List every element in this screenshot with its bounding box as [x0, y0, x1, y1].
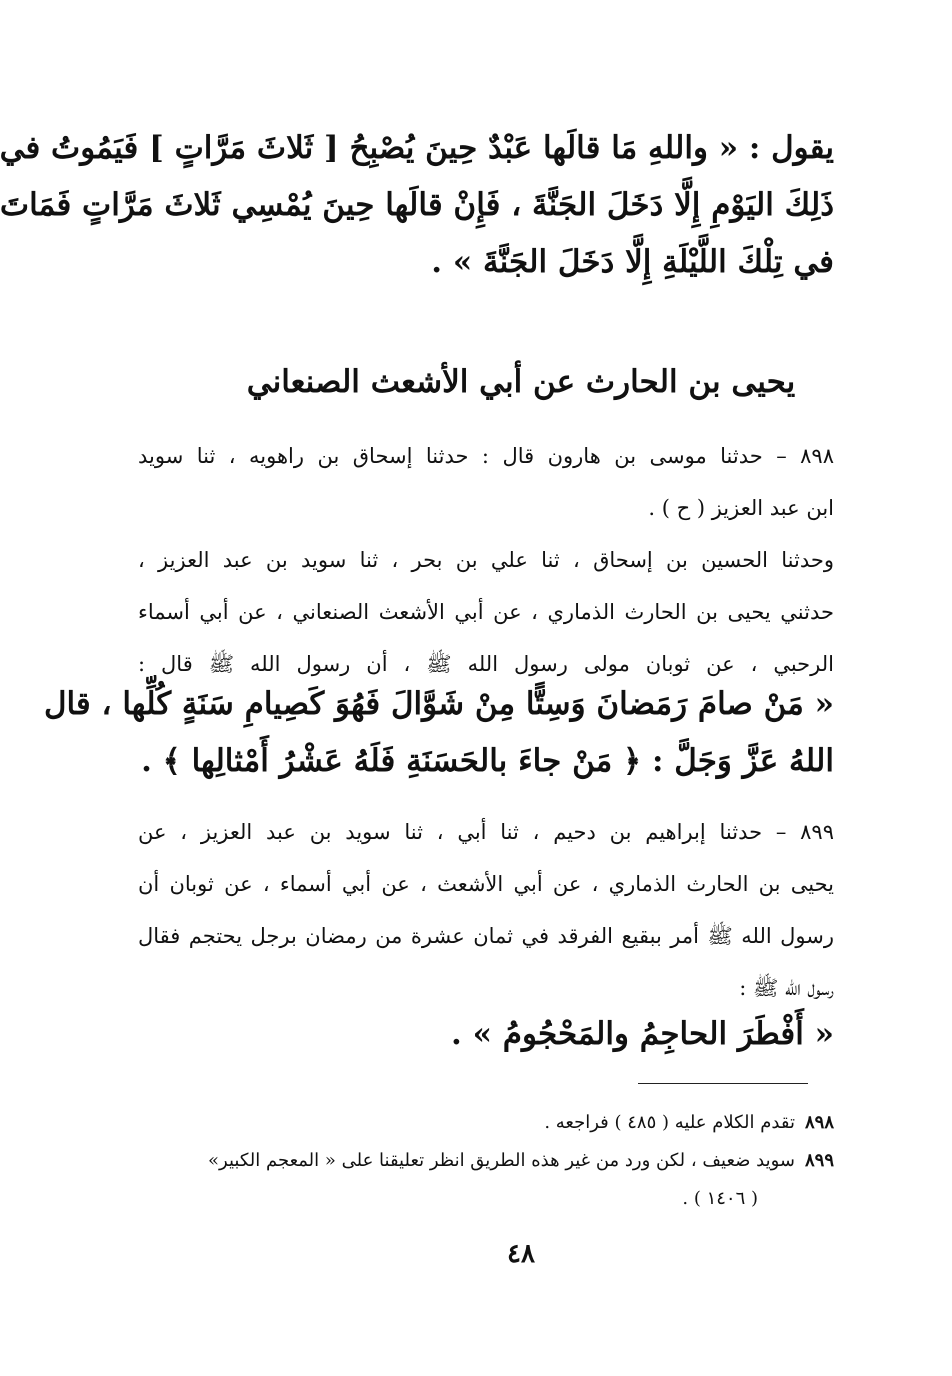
footnote-number: ٨٩٨ [804, 1112, 834, 1133]
section-heading: يحيى بن الحارث عن أبي الأشعث الصنعاني [246, 364, 796, 400]
isnad-line: حدثني يحيى بن الحارث الذماري ، عن أبي الأشعث الصنعاني ، عن أبي أسماء [138, 600, 834, 624]
matn-line: اللهُ عَزَّ وَجَلَّ : ﴿ مَنْ جاءَ بالحَسَنَةِ فَلَهُ عَشْرُ أَمْثالِها ﴾ . [141, 743, 834, 779]
matn-line: « مَنْ صامَ رَمَضانَ وَسِتًّا مِنْ شَوَّالَ فَهُوَ كَصِيامِ سَنَةٍ كُلِّها ، قال [43, 686, 834, 722]
top-hadith [0, 120, 834, 291]
isnad-line: الرحبي ، عن ثوبان مولى رسول الله ﷺ ، أن رسول الله ﷺ قال : [138, 652, 834, 676]
hadith-899 [138, 806, 834, 1014]
isnad-line: ٨٩٩ – حدثنا إبراهيم بن دحيم ، ثنا أبي ، ثنا سويد بن عبد العزيز ، عن [138, 820, 834, 844]
footnote-text: تقدم الكلام عليه ( ٤٨٥ ) فراجعه . [544, 1112, 795, 1133]
footnote-898 [140, 1104, 834, 1142]
hadith-898-matn [43, 676, 834, 790]
top-hadith-line: في تِلْكَ اللَّيْلَةِ إِلَّا دَخَلَ الجَنَّةَ » . [431, 244, 834, 280]
isnad-line: رسول الله ﷺ : [739, 976, 834, 1000]
matn-line: « أَفْطَرَ الحاجِمُ والمَحْجُومُ » . [451, 1016, 834, 1052]
top-hadith-line: ذَلِكَ اليَوْمِ إِلَّا دَخَلَ الجَنَّةَ ، فَإِنْ قالَها حِينَ يُمْسِي ثَلاثَ مَرَّاتٍ فَمَاتَ [0, 187, 834, 223]
hadith-899-matn [290, 1006, 834, 1063]
footnote-separator [638, 1083, 808, 1084]
footnote-899 [140, 1142, 834, 1180]
page-number: ٤٨ [507, 1239, 535, 1269]
footnote-number: ٨٩٩ [804, 1150, 834, 1171]
isnad-line: ابن عبد العزيز ( ح ) . [648, 496, 834, 520]
footnote-899-cont [140, 1180, 758, 1218]
isnad-line: يحيى بن الحارث الذماري ، عن أبي الأشعث ، عن أبي أسماء ، عن ثوبان أن [138, 872, 834, 896]
isnad-line: ٨٩٨ – حدثنا موسى بن هارون قال : حدثنا إسحاق بن راهويه ، ثنا سويد [138, 444, 834, 468]
top-hadith-line: يقول : « واللهِ مَا قالَها عَبْدٌ حِينَ يُصْبِحُ [ ثَلاثَ مَرَّاتٍ ] فَيَمُوتُ في [0, 130, 834, 166]
footnote-text: ( ١٤٠٦ ) . [682, 1188, 758, 1209]
hadith-898 [138, 430, 834, 690]
footnote-text: سويد ضعيف ، لكن ورد من غير هذه الطريق انظر تعليقنا على « المعجم الكبير» [208, 1150, 795, 1171]
isnad-line: رسول الله ﷺ أمر ببقيع الفرقد في ثمان عشرة من رمضان برجل يحتجم فقال [138, 924, 834, 948]
isnad-line: وحدثنا الحسين بن إسحاق ، ثنا علي بن بحر ، ثنا سويد بن عبد العزيز ، [138, 548, 834, 572]
